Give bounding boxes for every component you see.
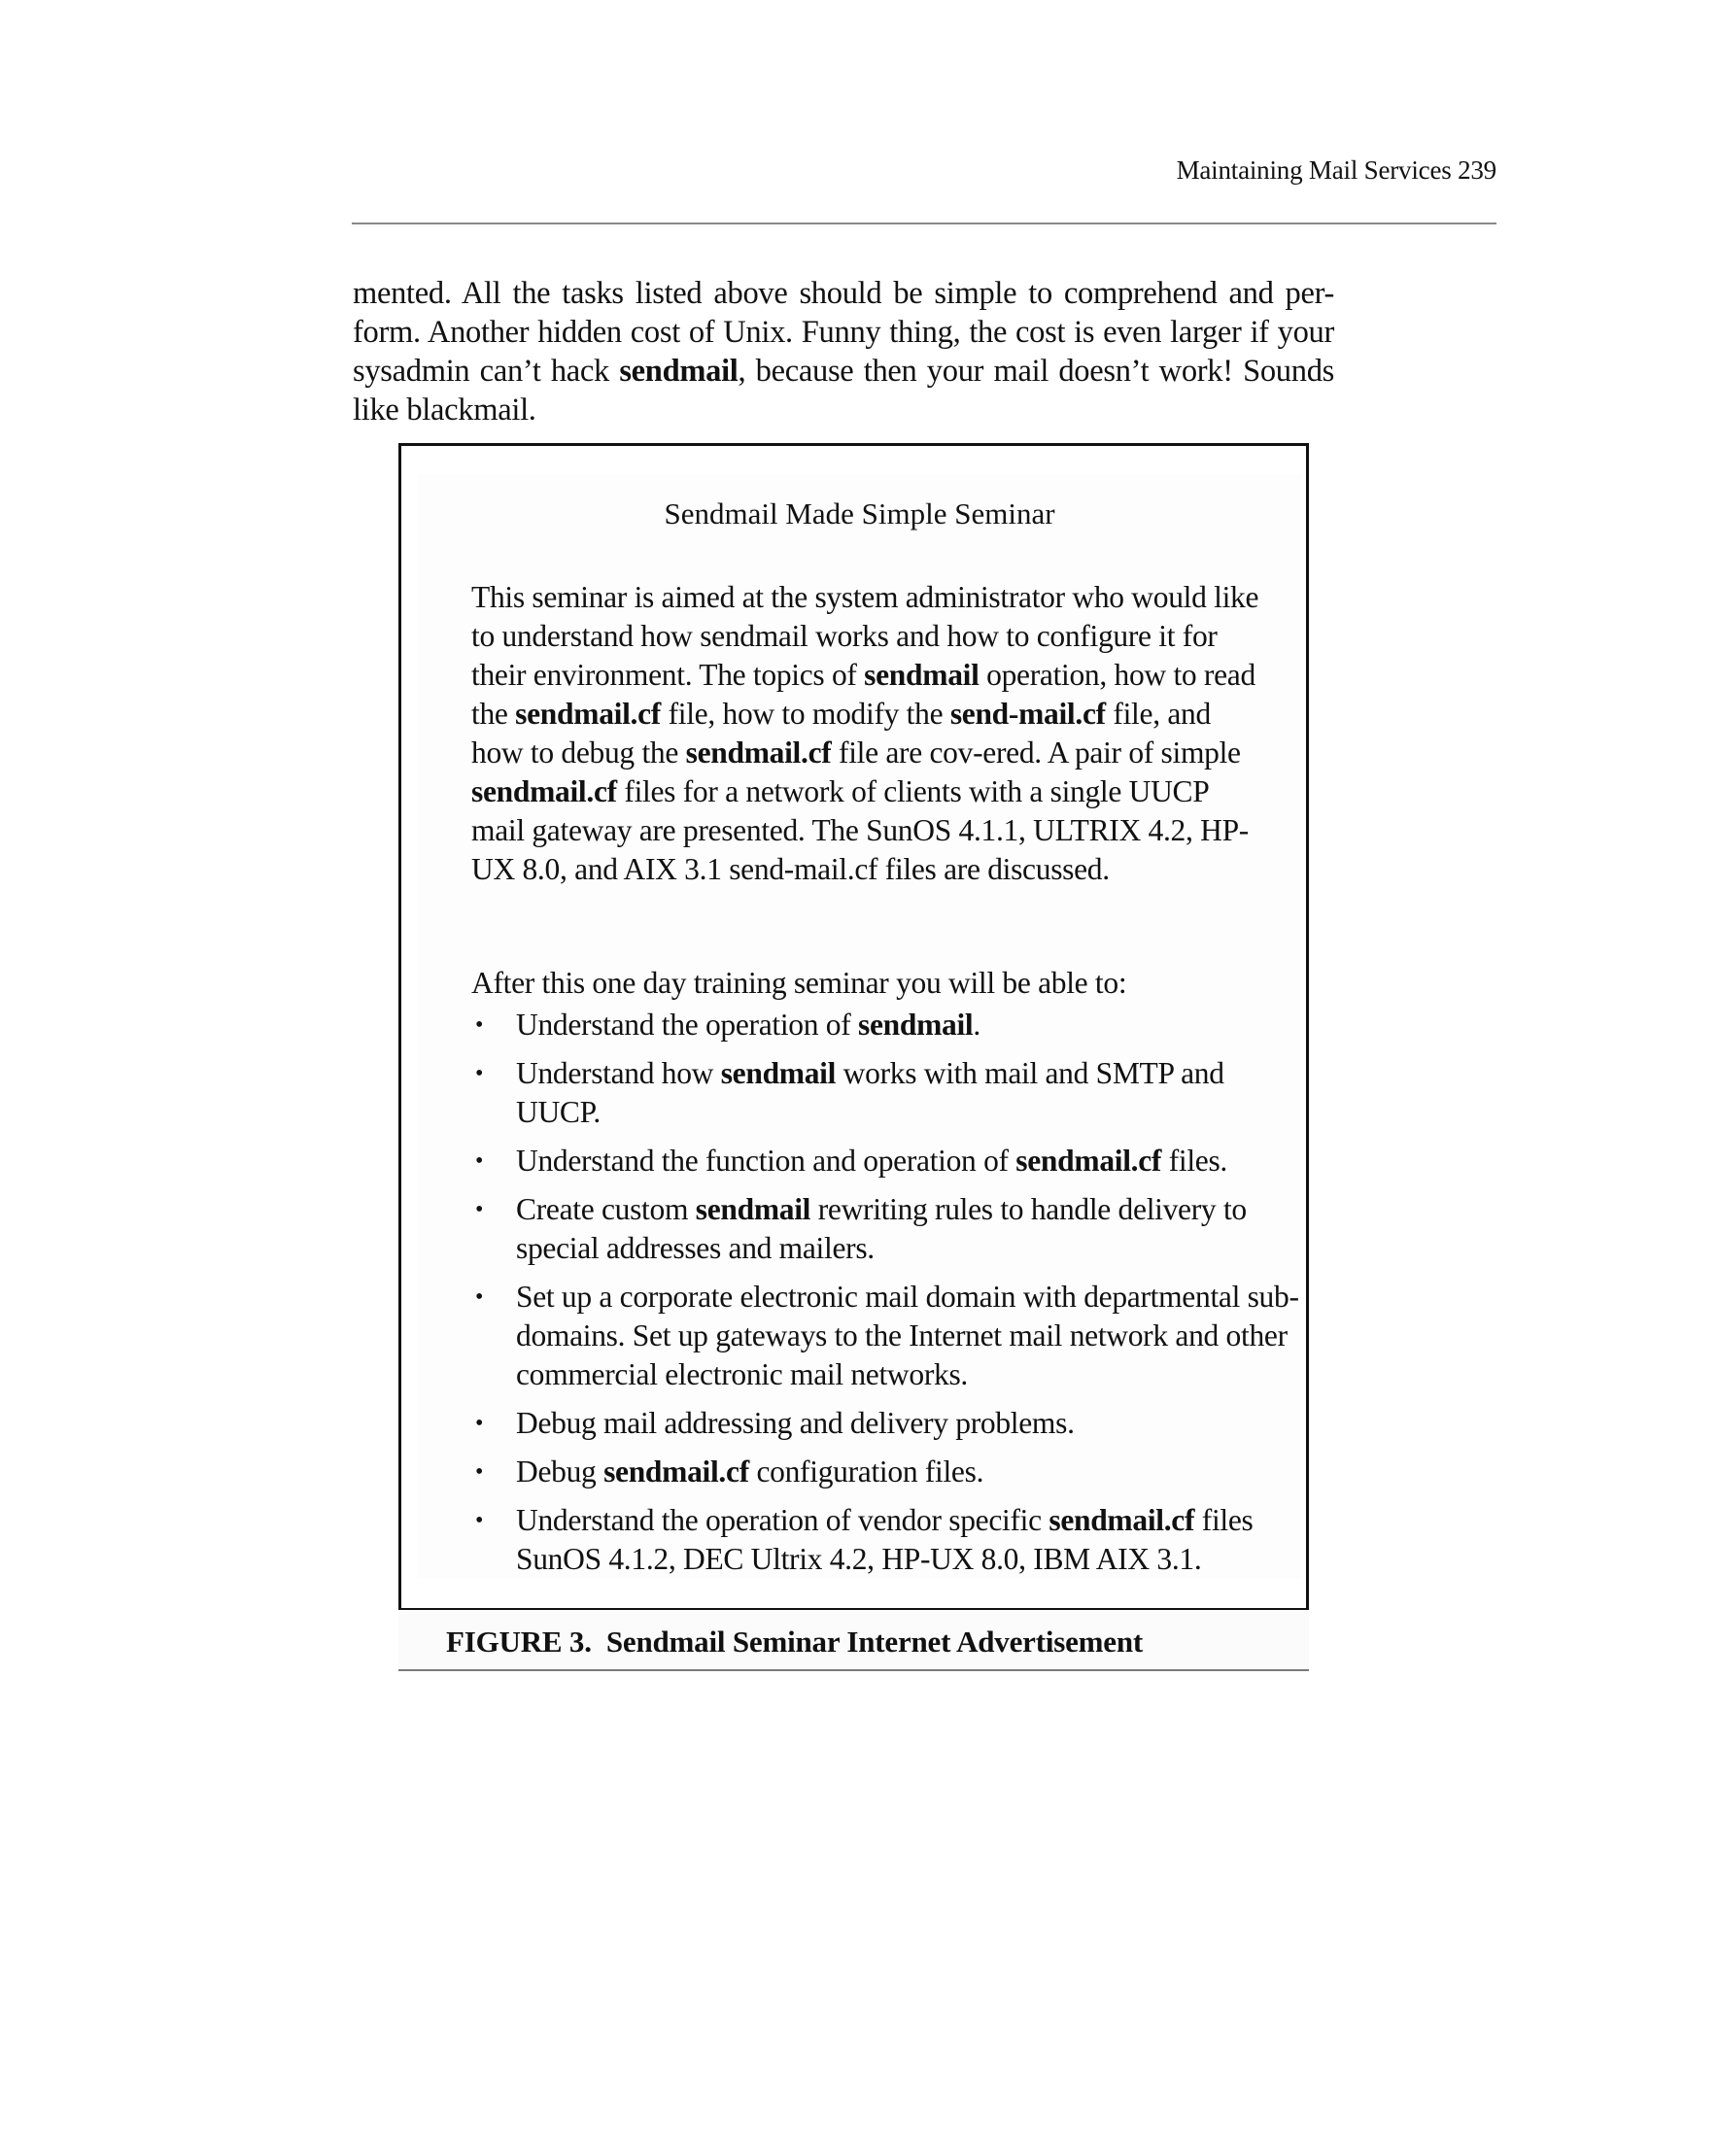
text-run: rewriting rules to handle delivery to special addresses and mailers. (516, 1192, 1247, 1265)
list-item (471, 1054, 1307, 1132)
bold-term: send-mail.cf (949, 697, 1106, 731)
text-run: , because then your mail doesn’t work! Sounds like blackmail. (353, 354, 1334, 428)
list-item (471, 1006, 1307, 1044)
text-run: Understand how (516, 1056, 721, 1090)
bold-term: sendmail.cf (685, 736, 832, 770)
text-run: works with mail and SMTP and UUCP. (516, 1056, 1224, 1129)
figure-intro-paragraph (471, 578, 1260, 889)
bullet-icon: • (475, 1061, 484, 1086)
figure-caption: FIGURE 3. Sendmail Seminar Internet Advertisement (446, 1625, 1144, 1659)
text-run: files SunOS 4.1.2, DEC Ultrix 4.2, HP-UX 8.0, IBM AIX 3.1. (516, 1503, 1254, 1576)
bold-term: sendmail (864, 658, 980, 692)
bullet-icon: • (475, 1148, 484, 1174)
bold-term: sendmail.cf (515, 697, 661, 731)
header-rule (352, 222, 1496, 224)
bold-term: sendmail (720, 1056, 837, 1090)
list-item (471, 1404, 1307, 1443)
text-run: file, how to modify the (661, 697, 950, 731)
list-item (471, 1453, 1307, 1491)
figure-list-intro: After this one day training seminar you will be able to: (471, 966, 1127, 1000)
bold-term: sendmail.cf (1049, 1503, 1195, 1537)
bullet-icon: • (475, 1411, 484, 1436)
text-run: files for a network of clients with a single UUCP mail gateway are presented. The SunOS 4.1.1, ULTRIX 4.2, HP-UX 8.0, and AIX 3.1 send-mail.cf files are discussed. (471, 774, 1249, 886)
text-run: . (973, 1008, 980, 1042)
bullet-icon: • (475, 1012, 484, 1038)
bullet-icon: • (475, 1508, 484, 1533)
bold-term: sendmail.cf (1015, 1144, 1162, 1178)
text-run: files. (1161, 1144, 1228, 1178)
text-run: This seminar is aimed at the system administrator who would like to understand how sendmail works and how to configure it for their environment. The topics of (471, 580, 1259, 692)
running-head: Maintaining Mail Services 239 (1176, 155, 1496, 185)
text-run: operation, how to read the (471, 658, 1255, 731)
list-item (471, 1190, 1307, 1268)
caption-rule (398, 1669, 1309, 1671)
bullet-icon: • (475, 1284, 484, 1310)
text-run: Debug mail addressing and delivery problems. (516, 1406, 1075, 1440)
text-run: file are cov-ered. A pair of simple (831, 736, 1241, 770)
bullet-icon: • (475, 1197, 484, 1222)
text-run: Create custom (516, 1192, 696, 1226)
bold-term: sendmail.cf (603, 1454, 749, 1489)
text-run: Understand the operation of (516, 1008, 858, 1042)
list-item (471, 1142, 1307, 1181)
text-run: configuration files. (748, 1454, 984, 1489)
list-item (471, 1278, 1307, 1394)
body-paragraph (353, 274, 1334, 429)
bold-term: sendmail (858, 1008, 974, 1042)
text-run: Understand the function and operation of (516, 1144, 1016, 1178)
figure-title: Sendmail Made Simple Seminar (664, 496, 1055, 530)
bold-term: sendmail.cf (471, 774, 617, 808)
text-run: Set up a corporate electronic mail domain with departmental sub-domains. Set up gateways to the Internet mail network and other commercial electronic mail networks. (516, 1280, 1299, 1391)
text-run: Debug (516, 1454, 604, 1489)
figure-content (417, 475, 1302, 1579)
bold-term: sendmail (695, 1192, 811, 1226)
text-run: file, and how to debug the (471, 697, 1211, 770)
bullet-icon: • (475, 1459, 484, 1485)
text-run: Understand the operation of vendor specific (516, 1503, 1049, 1537)
text-run: mented. All the tasks listed above should be simple to comprehend and per-form. Another hidden cost of Unix. Funny thing, the cost is even larger if your sysadmin can’t hack (353, 276, 1334, 389)
bold-term: sendmail (619, 354, 739, 389)
figure-bullet-list (471, 1006, 1307, 1589)
figure-box (398, 443, 1309, 1611)
list-item (471, 1501, 1307, 1579)
